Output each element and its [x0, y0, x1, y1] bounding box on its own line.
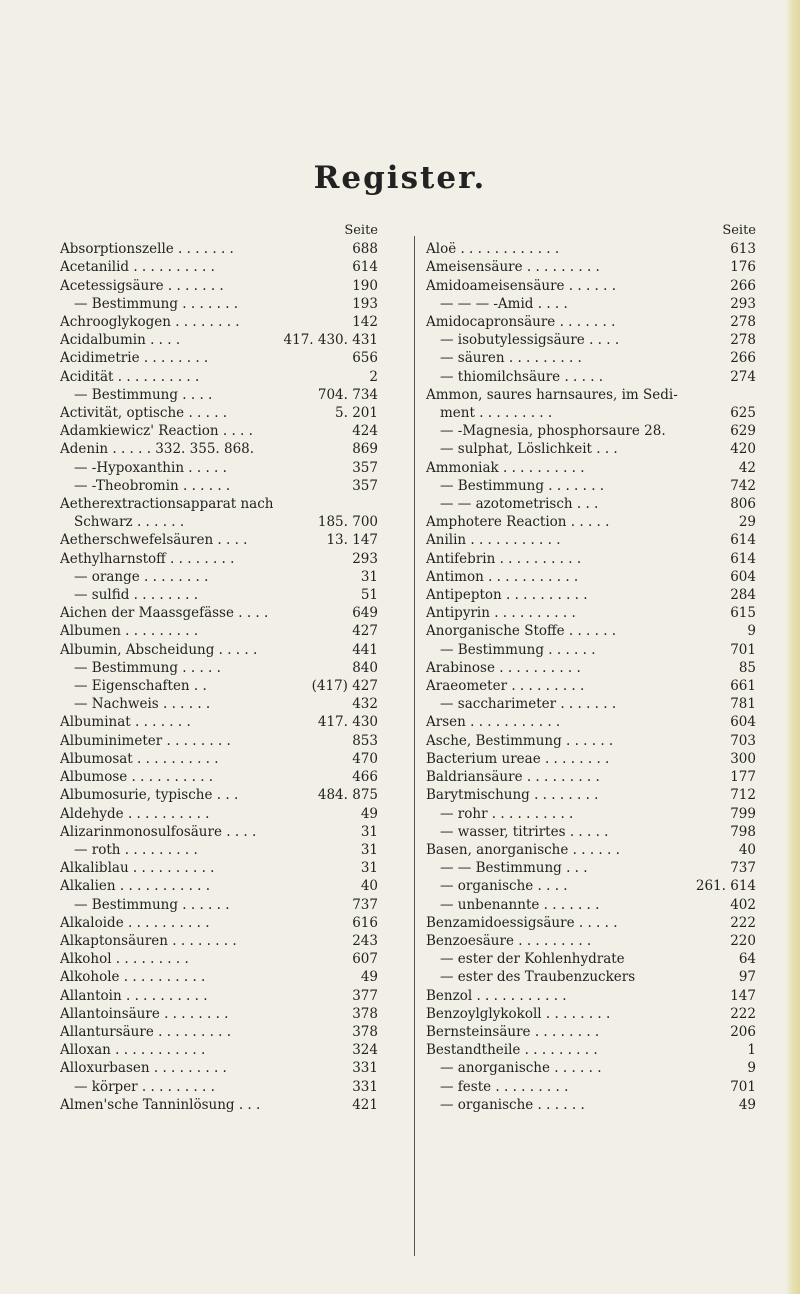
entry-term: Alkaloide . . . . . . . . . .: [60, 914, 210, 931]
page-title: Register.: [313, 160, 487, 196]
entry-page-numbers: 604: [730, 714, 756, 731]
entry-term: Antimon . . . . . . . . . . .: [426, 568, 579, 585]
entry-term: Anilin . . . . . . . . . . .: [426, 532, 561, 549]
entry-term: Aichen der Maassgefässe . . . .: [60, 605, 269, 622]
entry-page-numbers: 142: [352, 314, 378, 331]
entry-page-numbers: 49: [360, 969, 378, 986]
entry-page-numbers: 378: [352, 1023, 378, 1040]
entry-term: Alkaptonsäuren . . . . . . . .: [60, 932, 237, 949]
register-entry: [60, 859, 378, 877]
register-column-right: [426, 222, 756, 1114]
entry-term: Antipyrin . . . . . . . . . .: [426, 605, 576, 622]
register-entry: [426, 422, 756, 440]
register-entry: [426, 659, 756, 677]
entry-page-numbers: 40: [360, 878, 378, 895]
register-entry: [60, 1041, 378, 1059]
entry-term: Allantoin . . . . . . . . . .: [60, 987, 208, 1004]
entry-term: Alkohole . . . . . . . . . .: [60, 969, 206, 986]
entry-page-numbers: 781: [730, 696, 756, 713]
entry-page-numbers: 378: [352, 1005, 378, 1022]
entry-page-numbers: 427: [352, 623, 378, 640]
register-entry: [60, 713, 378, 731]
entry-page-numbers: 615: [730, 605, 756, 622]
entry-page-numbers: 466: [352, 769, 378, 786]
entry-term: — Eigenschaften . .: [74, 678, 207, 695]
register-entry: [60, 258, 378, 276]
register-entry: [426, 622, 756, 640]
entry-term: Achrooglykogen . . . . . . . .: [60, 314, 240, 331]
entry-page-numbers: 613: [730, 241, 756, 258]
entry-page-numbers: 64: [738, 951, 756, 968]
register-entry: [426, 295, 756, 313]
entry-term: — säuren . . . . . . . . .: [440, 350, 582, 367]
entry-term: Aetherextractionsapparat nach: [60, 496, 274, 513]
entry-page-numbers: 742: [730, 477, 756, 494]
entry-term: — unbenannte . . . . . . .: [440, 896, 600, 913]
register-entry: [426, 932, 756, 950]
entry-term: Albumin, Abscheidung . . . . .: [60, 641, 258, 658]
entry-page-numbers: 799: [730, 805, 756, 822]
register-entry: [60, 1096, 378, 1114]
register-entry: [426, 1078, 756, 1096]
column-divider: [414, 236, 415, 1256]
register-entry: [60, 586, 378, 604]
entry-page-numbers: 607: [352, 951, 378, 968]
register-entry: [426, 459, 756, 477]
register-entry: [60, 531, 378, 549]
entry-term: — ester der Kohlenhydrate: [440, 951, 625, 968]
entry-page-numbers: 222: [730, 1005, 756, 1022]
entry-page-numbers: 185. 700: [317, 514, 378, 531]
entry-term: — Bestimmung . . . . . . .: [74, 295, 239, 312]
entry-term: Adamkiewicz' Reaction . . . .: [60, 423, 253, 440]
entry-page-numbers: 5. 201: [335, 405, 378, 422]
entry-term: Aethylharnstoff . . . . . . . .: [60, 550, 235, 567]
entry-page-numbers: 656: [352, 350, 378, 367]
entry-term: Amphotere Reaction . . . . .: [426, 514, 610, 531]
entry-page-numbers: 737: [730, 860, 756, 877]
entry-term: — organische . . . . . .: [440, 1096, 585, 1113]
entry-term: Aloë . . . . . . . . . . . .: [426, 241, 560, 258]
register-entry: [60, 1078, 378, 1096]
entry-page-numbers: 470: [352, 750, 378, 767]
register-entry: [60, 750, 378, 768]
entry-term: Albumosurie, typische . . .: [60, 787, 239, 804]
entry-term: — — azotometrisch . . .: [440, 496, 599, 513]
entry-term: Acidalbumin . . . .: [60, 332, 181, 349]
entry-term: — saccharimeter . . . . . . .: [440, 696, 617, 713]
entry-page-numbers: 293: [352, 550, 378, 567]
entry-page-numbers: 266: [730, 277, 756, 294]
entry-page-numbers: 222: [730, 914, 756, 931]
entry-term: — roth . . . . . . . . .: [74, 841, 198, 858]
entry-page-numbers: 293: [730, 295, 756, 312]
entry-page-numbers: 42: [738, 459, 756, 476]
register-entry: [426, 331, 756, 349]
entry-page-numbers: 441: [352, 641, 378, 658]
register-entry: [60, 950, 378, 968]
entry-term: Benzamidoessigsäure . . . . .: [426, 914, 618, 931]
register-entry: [60, 914, 378, 932]
entry-term: — Nachweis . . . . . .: [74, 696, 211, 713]
entry-term: — orange . . . . . . . .: [74, 568, 209, 585]
entry-page-numbers: 701: [730, 1078, 756, 1095]
entry-term: — Bestimmung . . . .: [74, 386, 213, 403]
entry-term: Asche, Bestimmung . . . . . .: [426, 732, 614, 749]
entry-term: Basen, anorganische . . . . . .: [426, 841, 620, 858]
register-entry: [60, 349, 378, 367]
entry-page-numbers: 417. 430: [317, 714, 378, 731]
entry-list-right: [426, 240, 756, 1114]
entry-page-numbers: 274: [730, 368, 756, 385]
entry-page-numbers: 31: [360, 860, 378, 877]
entry-term: Benzoesäure . . . . . . . . .: [426, 932, 592, 949]
entry-term: Ammoniak . . . . . . . . . .: [426, 459, 585, 476]
entry-term: — — — -Amid . . . .: [440, 295, 568, 312]
entry-page-numbers: 420: [730, 441, 756, 458]
entry-page-numbers: 402: [730, 896, 756, 913]
entry-term: Benzol . . . . . . . . . . .: [426, 987, 567, 1004]
entry-page-numbers: 261. 614: [695, 878, 756, 895]
register-column-left: [60, 222, 378, 1114]
entry-term: Albumosat . . . . . . . . . .: [60, 750, 219, 767]
entry-term: Antifebrin . . . . . . . . . .: [426, 550, 582, 567]
entry-term: Albumen . . . . . . . . .: [60, 623, 199, 640]
entry-term: — -Hypoxanthin . . . . .: [74, 459, 227, 476]
register-entry: [60, 1059, 378, 1077]
entry-page-numbers: 31: [360, 823, 378, 840]
entry-page-numbers: 266: [730, 350, 756, 367]
entry-page-numbers: 649: [352, 605, 378, 622]
register-entry: [426, 604, 756, 622]
entry-page-numbers: 840: [352, 659, 378, 676]
entry-term: Alloxan . . . . . . . . . . .: [60, 1042, 206, 1059]
register-entry: [426, 349, 756, 367]
register-entry: [426, 841, 756, 859]
register-entry: [426, 987, 756, 1005]
entry-page-numbers: 417. 430. 431: [283, 332, 378, 349]
entry-term: — organische . . . .: [440, 878, 568, 895]
entry-list-left: [60, 240, 378, 1114]
entry-page-numbers: 377: [352, 987, 378, 1004]
register-entry: [60, 695, 378, 713]
entry-page-numbers: 331: [352, 1078, 378, 1095]
register-entry: [426, 368, 756, 386]
register-entry: [426, 641, 756, 659]
entry-page-numbers: 9: [747, 1060, 756, 1077]
register-entry: [60, 440, 378, 458]
entry-page-numbers: 357: [352, 477, 378, 494]
register-entry: [426, 877, 756, 895]
register-entry: [426, 1059, 756, 1077]
entry-page-numbers: 484. 875: [317, 787, 378, 804]
entry-page-numbers: 324: [352, 1042, 378, 1059]
register-entry: [426, 713, 756, 731]
register-entry: [60, 477, 378, 495]
entry-term: Albuminat . . . . . . .: [60, 714, 191, 731]
entry-term: Bacterium ureae . . . . . . . .: [426, 750, 610, 767]
register-entry: [60, 386, 378, 404]
entry-term: Activität, optische . . . . .: [60, 405, 228, 422]
register-entry: [60, 422, 378, 440]
entry-page-numbers: 85: [738, 659, 756, 676]
register-entry: [426, 805, 756, 823]
register-entry: [60, 641, 378, 659]
entry-page-numbers: 701: [730, 641, 756, 658]
register-entry: [426, 313, 756, 331]
register-entry: [426, 786, 756, 804]
entry-term: — sulphat, Löslichkeit . . .: [440, 441, 618, 458]
register-entry: [426, 440, 756, 458]
entry-page-numbers: 2: [369, 368, 378, 385]
entry-page-numbers: 243: [352, 932, 378, 949]
entry-term: — körper . . . . . . . . .: [74, 1078, 215, 1095]
register-entry: [426, 404, 756, 422]
entry-term: Acidimetrie . . . . . . . .: [60, 350, 209, 367]
register-entry: [60, 786, 378, 804]
register-entry: [426, 896, 756, 914]
entry-term: Acidität . . . . . . . . . .: [60, 368, 200, 385]
entry-page-numbers: 49: [360, 805, 378, 822]
entry-page-numbers: 177: [730, 769, 756, 786]
register-entry: [426, 732, 756, 750]
register-entry: [60, 240, 378, 258]
entry-term: Allantursäure . . . . . . . . .: [60, 1023, 232, 1040]
entry-term: Benzoylglykokoll . . . . . . . .: [426, 1005, 611, 1022]
entry-term: Acetessigsäure . . . . . . .: [60, 277, 224, 294]
entry-page-numbers: 614: [730, 532, 756, 549]
entry-page-numbers: 40: [738, 841, 756, 858]
entry-page-numbers: 278: [730, 314, 756, 331]
entry-term: Alkohol . . . . . . . . .: [60, 951, 189, 968]
entry-page-numbers: 661: [730, 678, 756, 695]
entry-term: Adenin . . . . . 332. 355. 868.: [60, 441, 255, 458]
entry-page-numbers: 614: [352, 259, 378, 276]
register-entry: [426, 750, 756, 768]
entry-term: — Bestimmung . . . . .: [74, 659, 221, 676]
entry-term: — anorganische . . . . . .: [440, 1060, 602, 1077]
entry-term: Almen'sche Tanninlösung . . .: [60, 1096, 261, 1113]
entry-term: Alizarinmonosulfosäure . . . .: [60, 823, 257, 840]
entry-page-numbers: 190: [352, 277, 378, 294]
register-entry: [426, 950, 756, 968]
register-entry: [426, 568, 756, 586]
entry-page-numbers: 688: [352, 241, 378, 258]
register-entry: [426, 677, 756, 695]
register-entry: [60, 459, 378, 477]
entry-page-numbers: 614: [730, 550, 756, 567]
register-entry: [60, 295, 378, 313]
entry-term: ment . . . . . . . . .: [440, 405, 553, 422]
register-entry: [426, 695, 756, 713]
entry-page-numbers: 29: [738, 514, 756, 531]
entry-page-numbers: 147: [730, 987, 756, 1004]
entry-term: Alkalien . . . . . . . . . . .: [60, 878, 211, 895]
entry-term: — -Magnesia, phosphorsaure 28.: [440, 423, 666, 440]
entry-page-numbers: 278: [730, 332, 756, 349]
register-entry: [60, 896, 378, 914]
entry-page-numbers: 421: [352, 1096, 378, 1113]
entry-term: Amidocapronsäure . . . . . . .: [426, 314, 616, 331]
entry-term: Araeometer . . . . . . . . .: [426, 678, 585, 695]
register-entry: [60, 513, 378, 531]
register-entry: [426, 823, 756, 841]
entry-page-numbers: 806: [730, 496, 756, 513]
entry-term: Bestandtheile . . . . . . . . .: [426, 1042, 598, 1059]
entry-page-numbers: 176: [730, 259, 756, 276]
entry-page-numbers: 300: [730, 750, 756, 767]
entry-page-numbers: 737: [352, 896, 378, 913]
entry-term: — — Bestimmung . . .: [440, 860, 588, 877]
register-entry: [426, 968, 756, 986]
entry-term: Ameisensäure . . . . . . . . .: [426, 259, 600, 276]
register-entry: [60, 550, 378, 568]
register-entry: [60, 331, 378, 349]
entry-term: Aetherschwefelsäuren . . . .: [60, 532, 248, 549]
entry-term: Amidoameisensäure . . . . . .: [426, 277, 617, 294]
entry-page-numbers: 357: [352, 459, 378, 476]
register-entry: [60, 568, 378, 586]
register-entry: [426, 240, 756, 258]
entry-page-numbers: 869: [352, 441, 378, 458]
entry-page-numbers: 206: [730, 1023, 756, 1040]
entry-page-numbers: 9: [747, 623, 756, 640]
entry-page-numbers: 712: [730, 787, 756, 804]
register-entry: [60, 732, 378, 750]
register-entry: [426, 531, 756, 549]
register-entry: [426, 513, 756, 531]
register-entry: [60, 768, 378, 786]
register-entry: [426, 1096, 756, 1114]
register-entry: [60, 987, 378, 1005]
entry-page-numbers: 49: [738, 1096, 756, 1113]
register-entry: [426, 586, 756, 604]
entry-page-numbers: [374, 495, 378, 513]
entry-term: — feste . . . . . . . . .: [440, 1078, 569, 1095]
entry-term: Albuminimeter . . . . . . . .: [60, 732, 231, 749]
entry-term: Allantoinsäure . . . . . . . .: [60, 1005, 229, 1022]
register-entry: [60, 404, 378, 422]
register-entry: [426, 1041, 756, 1059]
register-entry: [426, 859, 756, 877]
entry-page-numbers: 97: [738, 969, 756, 986]
entry-term: — Bestimmung . . . . . . .: [440, 477, 605, 494]
entry-page-numbers: 193: [352, 295, 378, 312]
entry-term: Anorganische Stoffe . . . . . .: [426, 623, 617, 640]
entry-term: Aldehyde . . . . . . . . . .: [60, 805, 210, 822]
entry-term: Alloxurbasen . . . . . . . . .: [60, 1060, 227, 1077]
entry-page-numbers: 432: [352, 696, 378, 713]
register-entry: [60, 368, 378, 386]
entry-term: Absorptionszelle . . . . . . .: [60, 241, 234, 258]
register-entry: [60, 604, 378, 622]
entry-page-numbers: 424: [352, 423, 378, 440]
register-entry: [426, 277, 756, 295]
entry-term: Alkaliblau . . . . . . . . . .: [60, 860, 215, 877]
entry-page-numbers: 798: [730, 823, 756, 840]
entry-term: Barytmischung . . . . . . . .: [426, 787, 599, 804]
seite-header-left: Seite: [344, 223, 378, 238]
register-entry: [60, 968, 378, 986]
entry-page-numbers: 284: [730, 587, 756, 604]
register-entry: [60, 677, 378, 695]
entry-term: Antipepton . . . . . . . . . .: [426, 587, 588, 604]
register-entry: [426, 1023, 756, 1041]
register-entry: [60, 622, 378, 640]
entry-term: — Bestimmung . . . . . .: [440, 641, 596, 658]
entry-page-numbers: 629: [730, 423, 756, 440]
entry-term: Bernsteinsäure . . . . . . . .: [426, 1023, 600, 1040]
register-entry: [60, 1023, 378, 1041]
entry-page-numbers: 1: [747, 1042, 756, 1059]
entry-page-numbers: 625: [730, 405, 756, 422]
entry-term: Baldriansäure . . . . . . . . .: [426, 769, 600, 786]
register-entry: [60, 277, 378, 295]
entry-page-numbers: 13. 147: [326, 532, 378, 549]
entry-page-numbers: 220: [730, 932, 756, 949]
entry-term: — sulfid . . . . . . . .: [74, 587, 199, 604]
register-entry: [426, 258, 756, 276]
register-entry: [426, 1005, 756, 1023]
entry-page-numbers: 616: [352, 914, 378, 931]
register-entry: [426, 914, 756, 932]
register-entry: [426, 386, 756, 404]
register-entry: [60, 823, 378, 841]
register-entry: [60, 659, 378, 677]
seite-header-right: Seite: [722, 223, 756, 238]
entry-page-numbers: [752, 386, 756, 404]
register-entry: [60, 1005, 378, 1023]
register-entry: [60, 877, 378, 895]
entry-page-numbers: 31: [360, 841, 378, 858]
register-entry: [426, 768, 756, 786]
entry-term: Ammon, saures harnsaures, im Sedi-: [426, 386, 678, 403]
entry-page-numbers: 853: [352, 732, 378, 749]
entry-page-numbers: (417) 427: [311, 678, 378, 695]
register-entry: [60, 495, 378, 513]
register-entry: [60, 932, 378, 950]
entry-page-numbers: 704. 734: [317, 386, 378, 403]
entry-term: Acetanilid . . . . . . . . . .: [60, 259, 215, 276]
register-entry: [60, 805, 378, 823]
register-entry: [60, 313, 378, 331]
entry-term: Albumose . . . . . . . . . .: [60, 769, 214, 786]
entry-page-numbers: 31: [360, 568, 378, 585]
entry-term: Arsen . . . . . . . . . . .: [426, 714, 561, 731]
entry-term: — wasser, titrirtes . . . . .: [440, 823, 609, 840]
entry-page-numbers: 331: [352, 1060, 378, 1077]
entry-term: — isobutylessigsäure . . . .: [440, 332, 620, 349]
register-entry: [426, 477, 756, 495]
entry-page-numbers: 51: [360, 587, 378, 604]
register-entry: [426, 495, 756, 513]
entry-term: — ester des Traubenzuckers: [440, 969, 636, 986]
entry-term: — thiomilchsäure . . . . .: [440, 368, 604, 385]
entry-page-numbers: 604: [730, 568, 756, 585]
register-entry: [60, 841, 378, 859]
entry-term: — -Theobromin . . . . . .: [74, 477, 231, 494]
entry-term: — rohr . . . . . . . . . .: [440, 805, 574, 822]
entry-term: Arabinose . . . . . . . . . .: [426, 659, 581, 676]
entry-page-numbers: 703: [730, 732, 756, 749]
register-entry: [426, 550, 756, 568]
entry-term: — Bestimmung . . . . . .: [74, 896, 230, 913]
entry-term: Schwarz . . . . . .: [74, 514, 185, 531]
